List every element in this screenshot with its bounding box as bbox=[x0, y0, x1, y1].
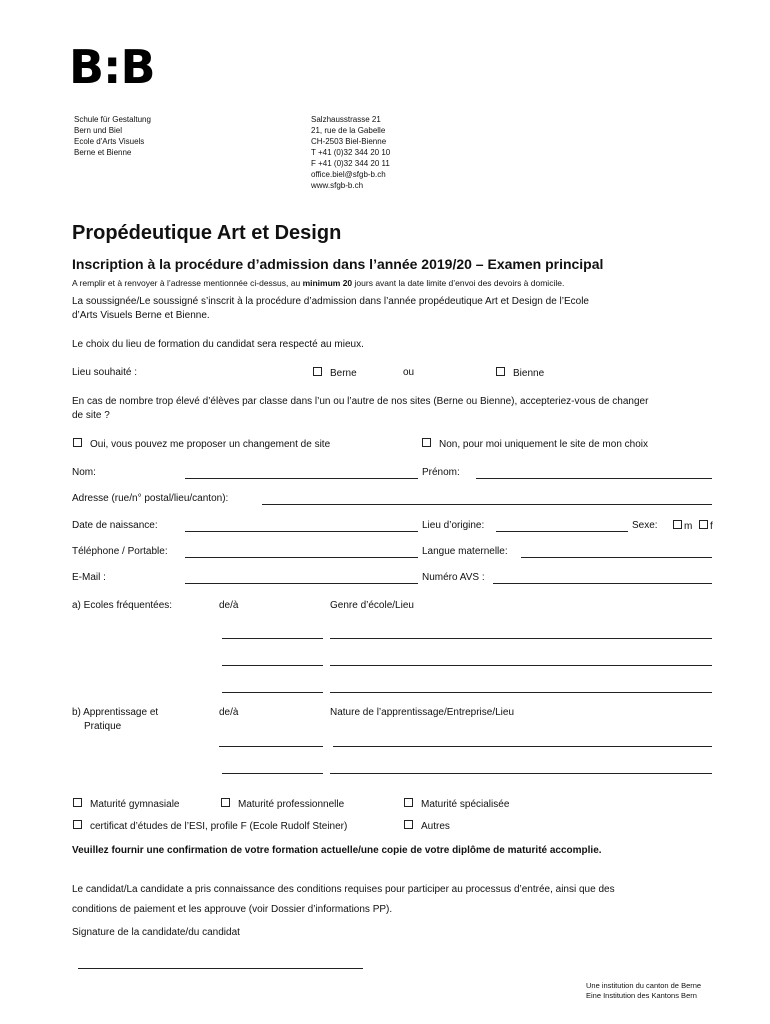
checkbox[interactable] bbox=[313, 367, 322, 376]
checkbox[interactable] bbox=[496, 367, 505, 376]
intro-text: La soussignée/Le soussigné s’inscrit à la procédure d’admission dans l’année propédeutique Art et Design de l’Ecole bbox=[72, 296, 589, 307]
option-label: f bbox=[710, 521, 713, 532]
footer-line: Une institution du canton de Berne bbox=[586, 981, 702, 990]
ecoles-date-field[interactable] bbox=[222, 638, 323, 639]
langue-field[interactable] bbox=[521, 557, 712, 558]
apprentissage-col-dates: de/à bbox=[219, 707, 239, 718]
option-label: Oui, vous pouvez me proposer un changement de site bbox=[90, 439, 331, 450]
autres-option[interactable] bbox=[404, 820, 450, 832]
naissance-field[interactable] bbox=[185, 531, 418, 532]
checkbox[interactable] bbox=[422, 438, 431, 447]
footer bbox=[586, 981, 701, 1001]
overflow-no-option[interactable] bbox=[422, 438, 648, 450]
option-label: Maturité gymnasiale bbox=[90, 799, 180, 810]
apprentissage-date-field[interactable] bbox=[219, 746, 323, 747]
apprentissage-label: Pratique bbox=[84, 721, 122, 732]
email-field[interactable] bbox=[185, 583, 418, 584]
prenom-label: Prénom: bbox=[422, 467, 460, 478]
address-line: 21, rue de la Gabelle bbox=[311, 126, 386, 135]
nom-label: Nom: bbox=[72, 467, 96, 478]
certificat-esi-option[interactable] bbox=[73, 820, 347, 832]
conditions-text: conditions de paiement et les approuve (voir Dossier d’informations PP). bbox=[72, 904, 393, 915]
checkbox[interactable] bbox=[673, 520, 682, 529]
langue-label: Langue maternelle: bbox=[422, 546, 508, 557]
signature-label: Signature de la candidate/du candidat bbox=[72, 927, 240, 938]
email-link[interactable]: office.biel@sfgb-b.ch bbox=[311, 170, 386, 179]
website-link[interactable]: www.sfgb-b.ch bbox=[311, 181, 364, 190]
checkbox[interactable] bbox=[699, 520, 708, 529]
ecoles-genre-field[interactable] bbox=[330, 692, 712, 693]
note-text: A remplir et à renvoyer à l’adresse mentionnée ci-dessus, au bbox=[72, 278, 303, 288]
sexe-f-option[interactable] bbox=[699, 520, 713, 532]
school-name-line: Bern und Biel bbox=[74, 126, 123, 135]
avs-field[interactable] bbox=[493, 583, 712, 584]
sexe-label: Sexe: bbox=[632, 520, 658, 531]
choice-note: Le choix du lieu de formation du candidat sera respecté au mieux. bbox=[72, 339, 364, 350]
contact-address bbox=[311, 114, 390, 191]
origine-field[interactable] bbox=[496, 531, 628, 532]
fax-line: F +41 (0)32 344 20 11 bbox=[311, 159, 390, 168]
option-label: m bbox=[684, 521, 693, 532]
school-name-line: Berne et Bienne bbox=[74, 148, 132, 157]
note-emphasis: minimum 20 bbox=[302, 278, 353, 288]
ecoles-date-field[interactable] bbox=[222, 692, 323, 693]
signature-field[interactable] bbox=[78, 968, 363, 969]
conditions-text: Le candidat/La candidate a pris connaissance des conditions requises pour participer au processus d’entrée, ainsi que des bbox=[72, 884, 615, 895]
sexe-m-option[interactable] bbox=[673, 520, 692, 532]
phone-line: T +41 (0)32 344 20 10 bbox=[311, 148, 391, 157]
ecoles-label: a) Ecoles fréquentées: bbox=[72, 600, 173, 611]
maturite-professionnelle-option[interactable] bbox=[221, 798, 344, 810]
apprentissage-nature-field[interactable] bbox=[333, 746, 712, 747]
ecoles-genre-field[interactable] bbox=[330, 638, 712, 639]
naissance-label: Date de naissance: bbox=[72, 520, 158, 531]
option-label: Maturité spécialisée bbox=[421, 799, 510, 810]
location-label: Lieu souhaité : bbox=[72, 367, 138, 378]
telephone-field[interactable] bbox=[185, 557, 418, 558]
option-label: certificat d’études de l’ESI, profile F (Ecole Rudolf Steiner) bbox=[90, 821, 348, 832]
origine-label: Lieu d’origine: bbox=[422, 520, 485, 531]
checkbox[interactable] bbox=[221, 798, 230, 807]
nom-field[interactable] bbox=[185, 478, 418, 479]
location-or: ou bbox=[403, 367, 415, 378]
adresse-label: Adresse (rue/n° postal/lieu/canton): bbox=[72, 493, 229, 504]
school-name-line: Schule für Gestaltung bbox=[74, 115, 151, 124]
apprentissage-label: b) Apprentissage et bbox=[72, 707, 159, 718]
footer-line: Eine Institution des Kantons Bern bbox=[586, 991, 697, 1000]
option-label: Autres bbox=[421, 821, 450, 832]
maturite-gymnasiale-option[interactable] bbox=[73, 798, 179, 810]
overflow-yes-option[interactable] bbox=[73, 438, 330, 450]
adresse-field[interactable] bbox=[262, 504, 712, 505]
address-line: Salzhausstrasse 21 bbox=[311, 115, 381, 124]
ecoles-col-genre: Genre d’école/Lieu bbox=[330, 600, 414, 611]
ecoles-genre-field[interactable] bbox=[330, 665, 712, 666]
ecoles-col-dates: de/à bbox=[219, 600, 239, 611]
overflow-question: de site ? bbox=[72, 410, 110, 421]
avs-label: Numéro AVS : bbox=[422, 572, 485, 583]
address-line: CH-2503 Biel-Bienne bbox=[311, 137, 387, 146]
checkbox[interactable] bbox=[73, 820, 82, 829]
school-names bbox=[74, 114, 151, 158]
ecoles-date-field[interactable] bbox=[222, 665, 323, 666]
location-option-berne[interactable] bbox=[313, 367, 357, 379]
option-label: Bienne bbox=[513, 368, 545, 379]
option-label: Berne bbox=[330, 368, 357, 379]
apprentissage-col-nature: Nature de l’apprentissage/Entreprise/Lieu bbox=[330, 707, 514, 718]
option-label: Maturité professionnelle bbox=[238, 799, 345, 810]
location-option-bienne[interactable] bbox=[496, 367, 544, 379]
checkbox[interactable] bbox=[73, 798, 82, 807]
prenom-field[interactable] bbox=[476, 478, 712, 479]
note-text: jours avant la date limite d’envoi des devoirs à domicile. bbox=[352, 278, 565, 288]
option-label: Non, pour moi uniquement le site de mon choix bbox=[439, 439, 649, 450]
checkbox[interactable] bbox=[404, 820, 413, 829]
instructions-note bbox=[72, 278, 564, 288]
school-logo: B:B bbox=[69, 40, 155, 94]
page-subtitle: Inscription à la procédure d’admission dans l’année 2019/20 – Examen principal bbox=[72, 256, 604, 272]
telephone-label: Téléphone / Portable: bbox=[72, 546, 168, 557]
checkbox[interactable] bbox=[73, 438, 82, 447]
maturite-specialisee-option[interactable] bbox=[404, 798, 509, 810]
intro-text: d’Arts Visuels Berne et Bienne. bbox=[72, 310, 210, 321]
apprentissage-nature-field[interactable] bbox=[330, 773, 712, 774]
school-name-line: Ecole d'Arts Visuels bbox=[74, 137, 145, 146]
overflow-question: En cas de nombre trop élevé d’élèves par classe dans l’un ou l’autre de nos sites (Berne ou Bienne), accepteriez-vous de changer bbox=[72, 396, 649, 407]
page-title: Propédeutique Art et Design bbox=[72, 222, 342, 244]
apprentissage-date-field[interactable] bbox=[222, 773, 323, 774]
confirmation-notice: Veuillez fournir une confirmation de votre formation actuelle/une copie de votre diplôme de maturité accomplie. bbox=[72, 845, 602, 856]
checkbox[interactable] bbox=[404, 798, 413, 807]
email-label: E-Mail : bbox=[72, 572, 106, 583]
